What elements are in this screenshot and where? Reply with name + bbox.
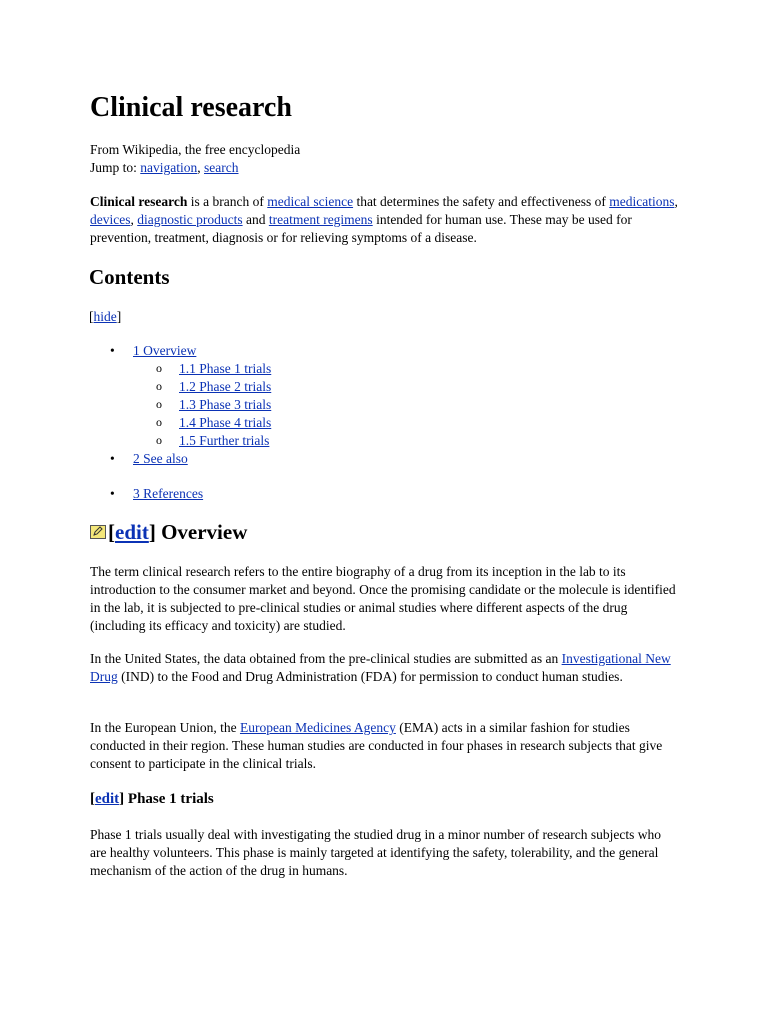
bracket-close: ] bbox=[116, 309, 122, 324]
bracket-open: [ bbox=[89, 309, 94, 324]
investigational-new-drug-link[interactable]: Investigational New Drug bbox=[90, 651, 671, 684]
toc-hide-toggle bbox=[89, 308, 121, 326]
intro-text: that determines the safety and effectiveness of bbox=[353, 194, 610, 209]
intro-separator: , bbox=[674, 194, 678, 209]
paragraph-text: In the European Union, the bbox=[90, 720, 240, 735]
bracket-open: [ bbox=[90, 791, 95, 807]
intro-separator: , bbox=[130, 212, 138, 227]
intro-bold-term: Clinical research bbox=[90, 194, 188, 209]
intro-text: and bbox=[242, 212, 269, 227]
overview-paragraph-2 bbox=[90, 650, 680, 686]
overview-paragraph-1: The term clinical research refers to the entire biography of a drug from its inception in the lab to its introduction to the consumer market and beyond. Once the promising candidate or the molecule is identified in the lab, it is subjected to pre-clinical studies or animal studies where different aspects of the drug (including its efficacy and toxicity) are studied. bbox=[90, 564, 676, 633]
toc-link-phase-4[interactable]: 1.4 Phase 4 trials bbox=[179, 415, 272, 430]
page-title: Clinical research bbox=[90, 92, 292, 123]
section-heading-phase-1 bbox=[90, 789, 214, 809]
phase-1-paragraph: Phase 1 trials usually deal with investigating the studied drug in a minor number of research subjects who are healthy volunteers. This phase is mainly targeted at identifying the safety, tolerability, and the general mechanism of the action of the drug in humans. bbox=[90, 827, 662, 878]
toc-hide-link[interactable]: hide bbox=[93, 309, 117, 324]
toc-item bbox=[90, 342, 271, 360]
site-subtitle: From Wikipedia, the free encyclopedia bbox=[90, 142, 301, 157]
toc-list bbox=[90, 342, 271, 503]
jump-to-label: Jump to: bbox=[90, 160, 141, 175]
medical-science-link[interactable]: medical science bbox=[267, 194, 354, 209]
jump-search-link[interactable]: search bbox=[204, 160, 239, 175]
jump-to-bar bbox=[90, 159, 239, 177]
bracket-close: ] bbox=[148, 520, 156, 544]
medications-link[interactable]: medications bbox=[609, 194, 675, 209]
toc-link-references[interactable]: 3 References bbox=[133, 486, 204, 501]
toc-link-further-trials[interactable]: 1.5 Further trials bbox=[179, 433, 270, 448]
edit-pencil-icon[interactable] bbox=[90, 525, 106, 539]
treatment-regimens-link[interactable]: treatment regimens bbox=[268, 212, 373, 227]
overview-paragraph-3 bbox=[90, 719, 680, 773]
toc-heading: Contents bbox=[89, 265, 170, 289]
jump-separator: , bbox=[197, 160, 205, 175]
bracket-close: ] bbox=[119, 791, 125, 807]
toc-link-phase-3[interactable]: 1.3 Phase 3 trials bbox=[179, 397, 272, 412]
toc-item bbox=[90, 360, 271, 378]
toc-item bbox=[90, 485, 271, 503]
intro-paragraph bbox=[90, 193, 680, 247]
toc-link-phase-1[interactable]: 1.1 Phase 1 trials bbox=[179, 361, 272, 376]
paragraph-text: In the United States, the data obtained from the pre-clinical studies are submitted as an bbox=[90, 651, 562, 666]
edit-overview-link[interactable]: edit bbox=[115, 520, 149, 544]
paragraph-text: (EMA) acts in a similar fashion for studies conducted in their region. These human studies are conducted in four phases in research subjects that give consent to participate in the clinical trials. bbox=[90, 720, 663, 771]
toc-link-see-also[interactable]: 2 See also bbox=[133, 451, 188, 466]
toc-item bbox=[90, 450, 271, 468]
toc-item bbox=[90, 414, 271, 432]
toc-item bbox=[90, 378, 271, 396]
intro-text: is a branch of bbox=[187, 194, 268, 209]
overview-heading-text: Overview bbox=[155, 520, 248, 544]
phase-1-heading-text: Phase 1 trials bbox=[124, 791, 214, 807]
diagnostic-products-link[interactable]: diagnostic products bbox=[137, 212, 243, 227]
bracket-open: [ bbox=[108, 520, 115, 544]
european-medicines-agency-link[interactable]: European Medicines Agency bbox=[239, 720, 396, 735]
devices-link[interactable]: devices bbox=[90, 212, 131, 227]
toc-link-phase-2[interactable]: 1.2 Phase 2 trials bbox=[179, 379, 272, 394]
jump-navigation-link[interactable]: navigation bbox=[140, 160, 198, 175]
toc-item bbox=[90, 432, 271, 450]
section-heading-overview bbox=[90, 518, 247, 546]
paragraph-text: (IND) to the Food and Drug Administration (FDA) for permission to conduct human studies. bbox=[117, 669, 623, 684]
toc-item bbox=[90, 396, 271, 414]
edit-phase-1-link[interactable]: edit bbox=[95, 791, 120, 807]
intro-text: intended for human use. These may be used for prevention, treatment, diagnosis or for relieving symptoms of a disease. bbox=[90, 212, 632, 245]
toc-link-overview[interactable]: 1 Overview bbox=[133, 343, 197, 358]
